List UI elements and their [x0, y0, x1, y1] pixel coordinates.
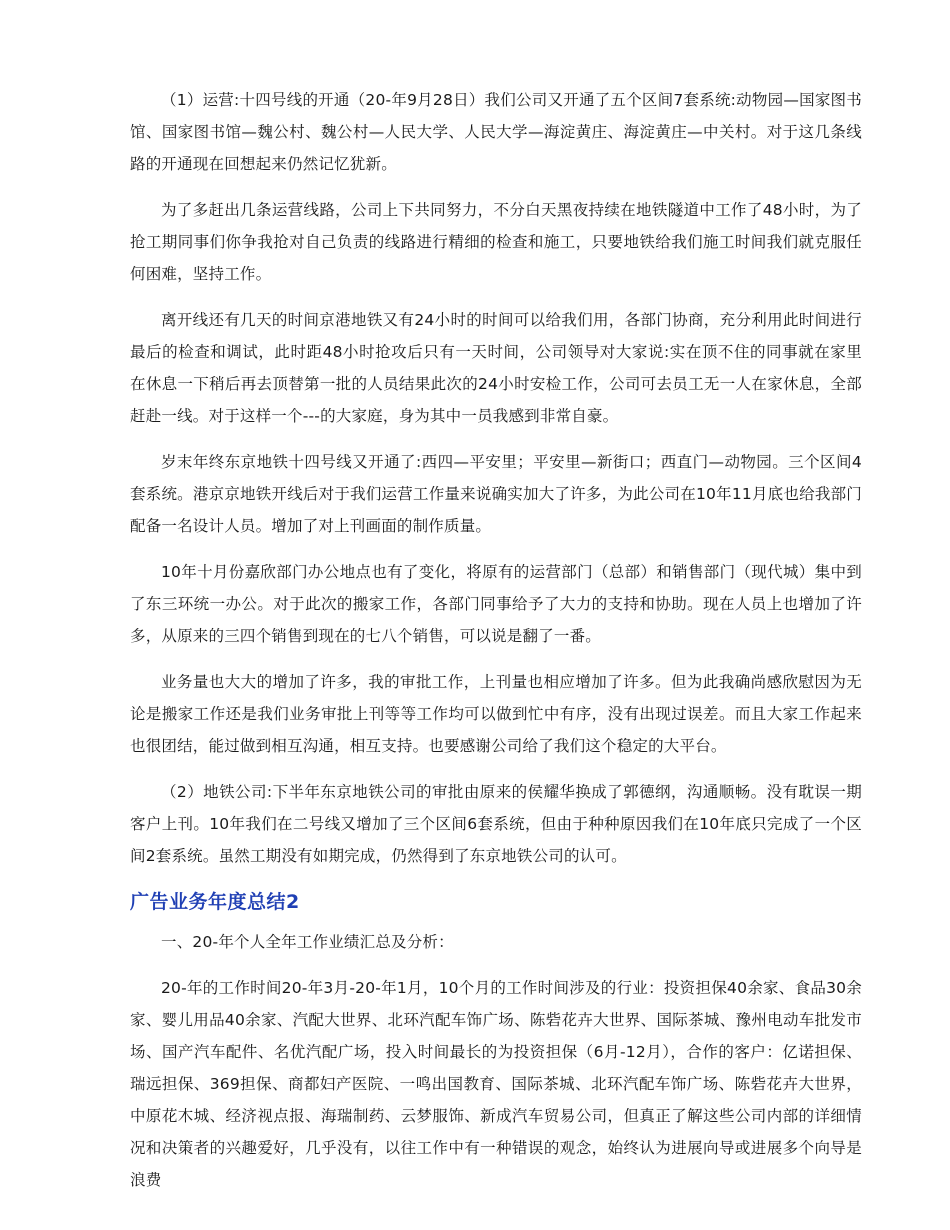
paragraph-24-hour-inspection: 离开线还有几天的时间京港地铁又有24小时的时间可以给我们用，各部门协商，充分利用此时间进行最后的检查和调试，此时距48小时抢攻后只有一天时间，公司领导对大家说:实在顶不住的同事就在家里在休息一下稍后再去顶替第一批的人员结果此次的24小时安检工作，公司可去员工无一人在家休息，全部赶赴一线。对于这样一个---的大家庭，身为其中一员我感到非常自豪。 — [130, 311, 862, 425]
paragraph-metro-company: （2）地铁公司:下半年东京地铁公司的审批由原来的侯耀华换成了郭德纲，沟通顺畅。没有耽误一期客户上刊。10年我们在二号线又增加了三个区间6套系统，但由于种种原因我们在10年底只完成了一个区间2套系统。虽然工期没有如期完成，仍然得到了东京地铁公司的认可。 — [130, 783, 862, 865]
paragraph-summary-title: 一、20-年个人全年工作业绩汇总及分析： — [161, 933, 454, 951]
paragraph-48-hour-work: 为了多赶出几条运营线路，公司上下共同努力，不分白天黑夜持续在地铁隧道中工作了48小时，为了抢工期同事们你争我抢对自己负责的线路进行精细的检查和施工，只要地铁给我们施工时间我们就克服任何困难，坚持工作。 — [130, 201, 862, 283]
paragraph-year-end-opening: 岁末年终东京地铁十四号线又开通了:西四—平安里；平安里—新街口；西直门—动物园。三个区间4套系统。港京京地铁开线后对于我们运营工作量来说确实加大了许多，为此公司在10年11月底也给我部门配备一名设计人员。增加了对上刊画面的制作质量。 — [130, 453, 862, 535]
document-body — [130, 84, 862, 1196]
paragraph-work-period: 20-年的工作时间20-年3月-20-年1月，10个月的工作时间涉及的行业：投资担保40余家、食品30余家、婴儿用品40余家、汽配大世界、北环汽配车饰广场、陈砦花卉大世界、国际茶城、豫州电动车批发市场、国产汽车配件、名优汽配广场，投入时间最长的为投资担保（6月-12月），合作的客户：亿诺担保、瑞远担保、369担保、商都妇产医院、一鸣出国教育、国际茶城、北环汽配车饰广场、陈砦花卉大世界，中原花木城、经济视点报、海瑞制药、云梦服饰、新成汽车贸易公司，但真正了解这些公司内部的详细情况和决策者的兴趣爱好，几乎没有，以往工作中有一种错误的观念，始终认为进展向导或进展多个向导是浪费 — [130, 979, 862, 1189]
paragraph-operations-line14: （1）运营:十四号线的开通（20-年9月28日）我们公司又开通了五个区间7套系统:动物园—国家图书馆、国家图书馆—魏公村、魏公村—人民大学、人民大学—海淀黄庄、海淀黄庄—中关村。对于这几条线路的开通现在回想起来仍然记忆犹新。 — [130, 91, 862, 173]
paragraph-workload-increase: 业务量也大大的增加了许多，我的审批工作，上刊量也相应增加了许多。但为此我确尚感欣慰因为无论是搬家工作还是我们业务审批上刊等等工作均可以做到忙中有序，没有出现过误差。而且大家工作起来也很团结，能过做到相互沟通，相互支持。也要感谢公司给了我们这个稳定的大平台。 — [130, 673, 862, 755]
section-heading: 广告业务年度总结2 — [130, 891, 300, 913]
paragraph-office-move: 10年十月份嘉欣部门办公地点也有了变化，将原有的运营部门（总部）和销售部门（现代城）集中到了东三环统一办公。对于此次的搬家工作，各部门同事给予了大力的支持和协助。现在人员上也增加了许多，从原来的三四个销售到现在的七八个销售，可以说是翻了一番。 — [130, 563, 862, 645]
